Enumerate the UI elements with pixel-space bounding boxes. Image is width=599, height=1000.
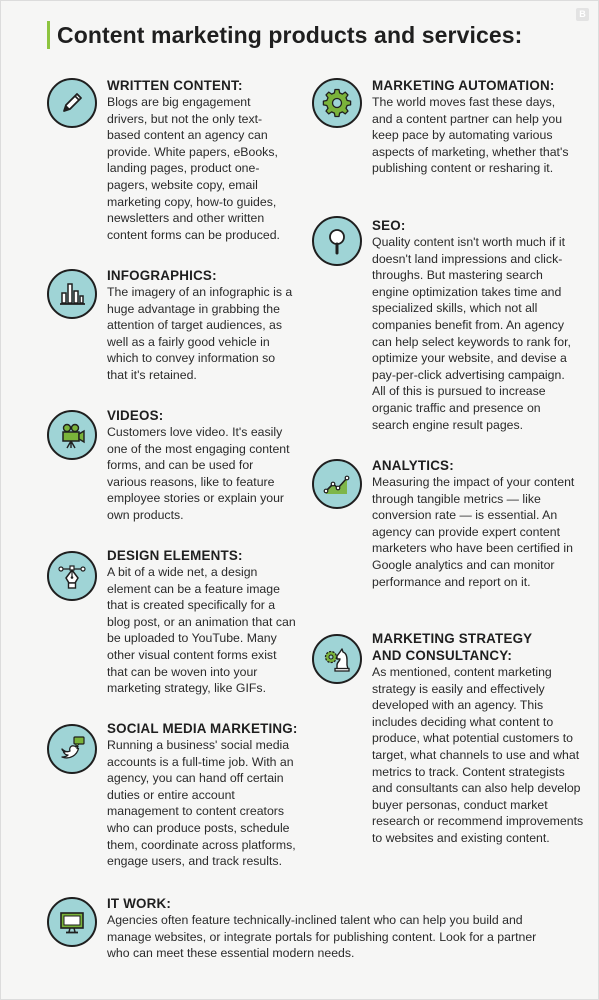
marketing-automation-section bbox=[372, 77, 577, 177]
videos-text: Customers love video. It's easily one of the most engaging content forms, and can be used for various reasons, like to feature employee stories or explain your own products. bbox=[107, 425, 290, 522]
it-work-section bbox=[107, 895, 547, 962]
seo-heading: SEO: bbox=[372, 218, 406, 233]
infographics-text: The imagery of an infographic is a huge advantage in grabbing the attention of target audiences, as well as a fairly good vehicle in which to convey information so that it's retained. bbox=[107, 285, 293, 382]
videos-section bbox=[107, 407, 293, 524]
marketing-automation-text: The world moves fast these days, and a content partner can help you keep pace by automating various aspects of marketing, whether that's publishing content or resharing it. bbox=[372, 95, 569, 176]
pen-nib-icon bbox=[47, 551, 97, 601]
design-elements-heading: DESIGN ELEMENTS: bbox=[107, 548, 243, 563]
gear-icon bbox=[312, 78, 362, 128]
chess-knight-gear-icon bbox=[312, 634, 362, 684]
bar-chart-icon bbox=[47, 269, 97, 319]
corner-badge: B bbox=[576, 8, 589, 21]
social-media-text: Running a business' social media accounts is a full-time job. With an agency, you can hand off certain duties or entire account management to content creators who can produce posts, schedule them, coordinate across platforms, engage users, and track results. bbox=[107, 738, 296, 869]
title-accent-bar bbox=[47, 21, 50, 49]
social-media-section bbox=[107, 720, 299, 870]
it-work-text: Agencies often feature technically-inclined talent who can help you build and manage websites, or integrate portals for publishing content. Look for a partner who can meet these essential modern needs. bbox=[107, 913, 537, 961]
written-content-text: Blogs are big engagement drivers, but not the only text-based content an agency can provide. White papers, eBooks, landing pages, product one-pagers, website copy, email marketing copy, how-to guides, newsletters and other written content forms can be produced. bbox=[107, 95, 280, 242]
analytics-heading: ANALYTICS: bbox=[372, 458, 454, 473]
social-media-heading: SOCIAL MEDIA MARKETING: bbox=[107, 721, 298, 736]
marketing-strategy-text: As mentioned, content marketing strategy is easily and effectively developed with an agency. This includes deciding what content to produce, what potential customers to target, what channels to use and what metrics to track. Content strategists and consultants can also help develop buyer personas, conduct market research or recommend improvements to websites and existing content. bbox=[372, 665, 584, 845]
written-content-heading: WRITTEN CONTENT: bbox=[107, 78, 243, 93]
written-content-section bbox=[107, 77, 293, 243]
infographics-section bbox=[107, 267, 293, 384]
infographics-heading: INFOGRAPHICS: bbox=[107, 268, 217, 283]
bird-speech-icon bbox=[47, 724, 97, 774]
seo-section bbox=[372, 217, 577, 433]
seo-text: Quality content isn't worth much if it doesn't land impressions and click-throughs. But mastering search engine optimization takes time and specialized skills, which not all companies benefit from. An agency can help select keywords to rank for, optimize your website, and devise a pay-per-click advertising campaign. All of this is pursued to increase organic traffic and presence on search engine result pages. bbox=[372, 235, 571, 432]
it-work-heading: IT WORK: bbox=[107, 896, 172, 911]
pencil-icon bbox=[47, 78, 97, 128]
videos-heading: VIDEOS: bbox=[107, 408, 164, 423]
page-title: Content marketing products and services: bbox=[57, 21, 523, 48]
line-graph-icon bbox=[312, 459, 362, 509]
magnifier-icon bbox=[312, 216, 362, 266]
video-camera-icon bbox=[47, 410, 97, 460]
marketing-strategy-heading: MARKETING STRATEGY AND CONSULTANCY: bbox=[372, 631, 533, 663]
marketing-strategy-section bbox=[372, 630, 587, 847]
design-elements-section bbox=[107, 547, 297, 697]
title-row bbox=[47, 21, 522, 49]
design-elements-text: A bit of a wide net, a design element can be a feature image that is created specifically for a blog post, or an animation that can be uploaded to YouTube. Many other visual content forms exist that can be woven into your marketing strategy, like GIFs. bbox=[107, 565, 296, 696]
marketing-automation-heading: MARKETING AUTOMATION: bbox=[372, 78, 555, 93]
monitor-icon bbox=[47, 897, 97, 947]
analytics-section bbox=[372, 457, 577, 590]
analytics-text: Measuring the impact of your content through tangible metrics — like conversion rate — is essential. An agency can provide expert content marketers who have been certified in Google analytics and can monitor performance and report on it. bbox=[372, 475, 575, 589]
